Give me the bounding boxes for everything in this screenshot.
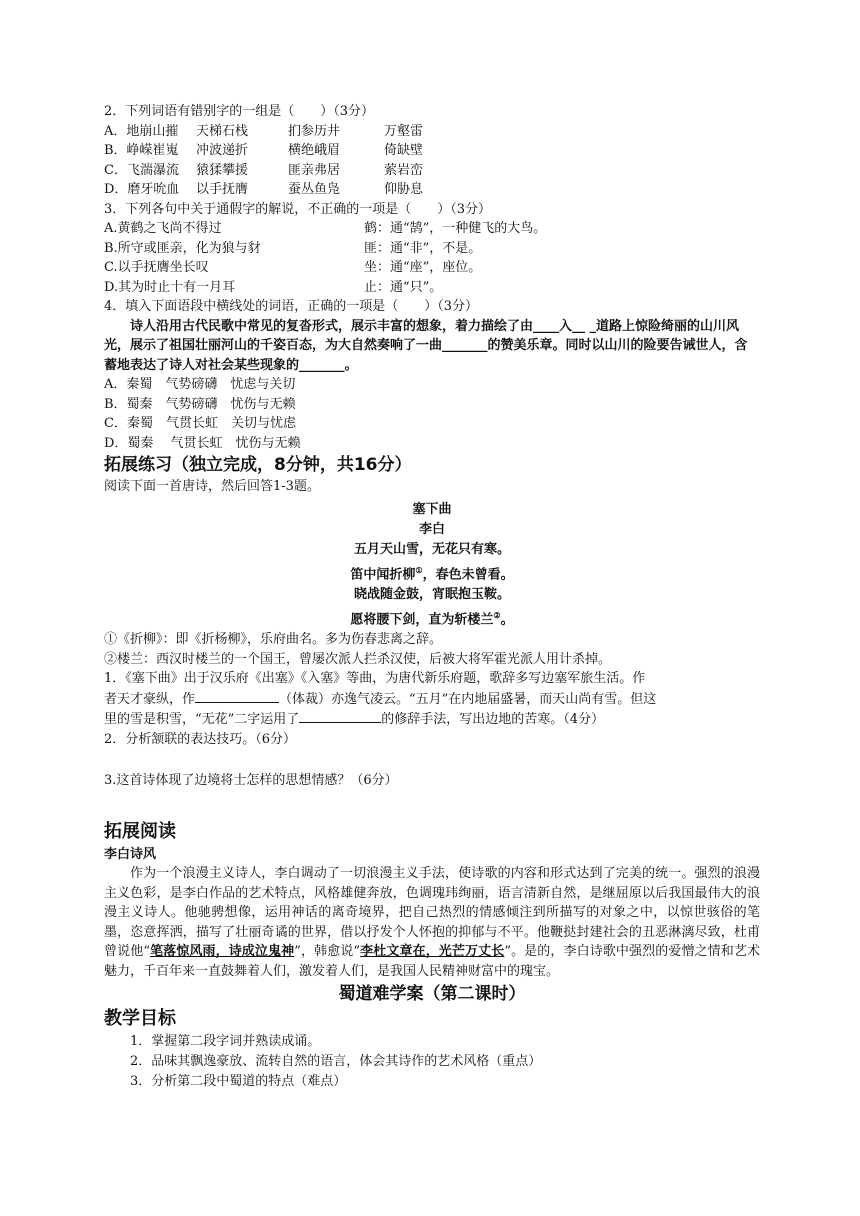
q3-a-explanation: 鹤：通“鹄”，一种健飞的大鸟。 <box>364 221 547 236</box>
reading-text-3: ”。是的，李白诗歌中强烈的爱憎之情和艺术魅力，千百年来一直鼓舞着人们，激发着人们，是我国人民精神财富中的瑰宝。 <box>104 944 760 979</box>
q3-a-sentence: A.黄鹤之飞尚不得过 <box>104 221 222 236</box>
q2-d-1: D．磨牙吮血 <box>104 182 180 197</box>
reading-text-2: ”，韩愈说“ <box>294 944 361 960</box>
answer-space-q3[interactable] <box>104 791 760 819</box>
reading-subheading: 李白诗风 <box>104 846 157 862</box>
q2-b-1: B．峥嵘崔嵬 <box>104 143 179 158</box>
q4-option-c: C．秦蜀 气贯长虹 关切与忧虑 <box>104 416 296 431</box>
q3-row-b <box>104 239 760 259</box>
reading-paragraph <box>104 864 760 981</box>
q2-c-1: C．飞湍瀑流 <box>104 162 179 178</box>
practice-q3: 3.这首诗体现了边境将士怎样的思想情感？（6分） <box>104 773 398 789</box>
quote-du-fu: 笔落惊风雨，诗成泣鬼神 <box>149 944 295 960</box>
q2-a-3: 扪参历井 <box>288 123 341 139</box>
q3-d-sentence: D.其为时止十有一月耳 <box>104 279 236 295</box>
quote-han-yu: 李杜文章在，光芒万丈长 <box>360 944 505 960</box>
q2-a-1: A．地崩山摧 <box>104 123 179 139</box>
q2-c-3: 匪亲弗居 <box>288 162 341 178</box>
practice-q1-line1: 1．《塞下曲》出于汉乐府《出塞》《入塞》等曲，为唐代新乐府题，歌辞多写边塞军旅生活。作 <box>104 671 646 687</box>
practice-heading: 拓展练习（独立完成，8分钟，共16分） <box>104 455 412 475</box>
q2-option-b <box>104 141 760 161</box>
goal-2: 2．品味其飘逸豪放、流转自然的语言，体会其诗作的艺术风格（重点） <box>130 1054 542 1070</box>
q4-option-b: B．蜀秦 气势磅礴 忧伤与无赖 <box>104 396 296 412</box>
q2-option-c <box>104 161 760 181</box>
q4-paragraph: 诗人沿用古代民歌中常见的复沓形式，展示丰富的想象，着力描绘了由____入__ _道路上惊险绮丽的山川风光，展示了祖国壮丽河山的千姿百态，为大自然奏响了一曲_______的赞美乐章。同时以山川的险要告诫世人，含蓄地表达了诗人对社会某些现象的_______。 <box>104 318 748 373</box>
poem-line-2 <box>104 560 760 585</box>
answer-blank-genre[interactable] <box>195 689 279 703</box>
q2-b-2: 冲波递折 <box>196 143 249 158</box>
q3-c-sentence: C.以手抚膺坐长叹 <box>104 260 209 275</box>
q2-b-4: 倚缺壁 <box>384 143 424 158</box>
q4-option-a: A．秦蜀 气势磅礴 忧虑与关切 <box>104 377 296 392</box>
q2-option-d <box>104 180 760 200</box>
poem-line-1: 五月天山雪，无花只有寒。 <box>353 541 510 557</box>
q2-stem: 2．下列词语有错别字的一组是（ ）（3分） <box>104 104 375 119</box>
q3-row-a <box>104 219 760 239</box>
q2-c-4: 萦岩峦 <box>384 162 424 178</box>
reading-heading: 拓展阅读 <box>104 820 176 842</box>
q1-text-a: 者天才豪纵，作 <box>104 691 196 707</box>
q2-a-2: 天梯石栈 <box>196 123 249 139</box>
q2-d-4: 仰胁息 <box>384 182 424 197</box>
goal-3: 3．分析第二段中蜀道的特点（难点） <box>130 1074 347 1090</box>
poem-author: 李白 <box>418 521 445 537</box>
footnote-2: ②楼兰：西汉时楼兰的一个国王，曾屡次派人拦杀汉使，后被大将军霍光派人用计杀掉。 <box>104 651 612 667</box>
poem-title: 塞下曲 <box>412 501 452 517</box>
practice-q1-line3 <box>104 709 760 730</box>
q2-d-3: 蚕丛鱼凫 <box>288 182 341 197</box>
q3-stem: 3．下列各句中关于通假字的解说，不正确的一项是（ ）（3分） <box>104 201 492 217</box>
q2-b-3: 横绝峨眉 <box>288 143 341 158</box>
footnote-marker-2: ② <box>493 609 501 620</box>
footnote-1: ①《折柳》：即《折杨柳》，乐府曲名。多为伤春悲离之辞。 <box>104 632 443 648</box>
poem-line-4b: 。 <box>500 612 514 628</box>
q2-c-2: 猿猱攀援 <box>196 162 249 178</box>
answer-space-q2[interactable] <box>104 749 760 771</box>
footnote-marker-1: ① <box>415 564 423 575</box>
q3-c-explanation: 坐：通“座”，座位。 <box>364 260 482 275</box>
poem-line-4a: 愿将腰下剑，直为斩楼兰 <box>350 612 494 628</box>
q1-text-d: 的修辞手法，写出边地的苦寒。（4分） <box>381 712 605 728</box>
poem-line-2b: ，春色未曾看。 <box>422 566 514 582</box>
practice-q2: 2．分析颔联的表达技巧。（6分） <box>104 731 297 747</box>
q2-a-4: 万壑雷 <box>384 123 424 139</box>
q1-text-b: （体裁）亦逸气凌云。“五月”在内地届盛暑，而天山尚有雪。但这 <box>279 691 657 707</box>
q2-option-a <box>104 122 760 142</box>
q4-option-d: D．蜀秦 气贯长虹 忧伤与无赖 <box>104 435 301 451</box>
goal-1: 1．掌握第二段字词并熟读成诵。 <box>130 1034 321 1050</box>
poem-line-3: 晓战随金鼓，宵眠抱玉鞍。 <box>353 586 510 602</box>
q3-d-explanation: 止：通“只”。 <box>364 279 443 295</box>
practice-q1-line2 <box>104 689 760 710</box>
q3-b-sentence: B.所守或匪亲，化为狼与豺 <box>104 240 261 256</box>
goals-heading: 教学目标 <box>104 1008 176 1030</box>
q4-stem: 4．填入下面语段中横线处的词语，正确的一项是（ ）（3分） <box>104 299 479 314</box>
lesson-title: 蜀道难学案（第二课时） <box>338 984 526 1005</box>
poem-line-4 <box>104 605 760 630</box>
q3-row-d <box>104 278 760 298</box>
q1-text-c: 里的雪是积雪，“无花”二字运用了 <box>104 712 300 728</box>
practice-intro: 阅读下面一首唐诗，然后回答1-3题。 <box>104 479 320 494</box>
poem-line-2a: 笛中闻折柳 <box>350 566 416 582</box>
q3-b-explanation: 匪：通“非”，不是。 <box>364 240 482 256</box>
q2-d-2: 以手抚膺 <box>196 182 249 197</box>
reading-text-1: 作为一个浪漫主义诗人，李白调动了一切浪漫主义手法，使诗歌的内容和形式达到了完美的统一。强烈的浪漫主义色彩，是李白作品的艺术特点，风格雄健奔放，色调瑰玮绚丽，语言清新自然，是继屈原以后我国最伟大的浪漫主义诗人。他驰骋想像，运用神话的离奇境界，把自己热烈的情感倾注到所描写的对象之中，以惊世骇俗的笔墨，恣意挥洒，描写了壮丽奇谲的世界，借以抒发个人怀抱的抑郁与不平。他鞭挞封建社会的丑恶淋漓尽致，杜甫曾说他“ <box>104 866 760 960</box>
answer-blank-rhetoric[interactable] <box>299 709 381 723</box>
worksheet-page <box>104 102 760 1092</box>
q3-row-c <box>104 258 760 278</box>
